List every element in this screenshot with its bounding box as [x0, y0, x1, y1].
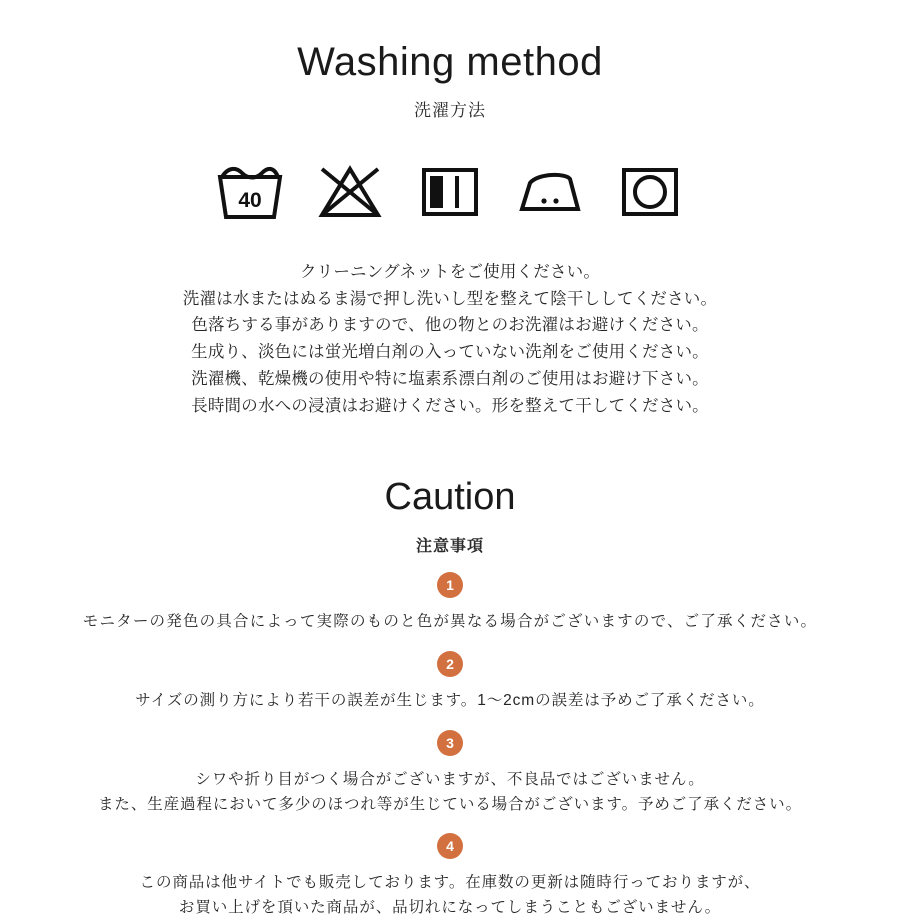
caution-number-badge: 2: [437, 651, 463, 677]
iron-two-dots-icon: [514, 161, 586, 223]
caution-text: [0, 871, 900, 921]
caution-title: Caution: [384, 476, 516, 519]
washing-instruction-line: クリーニングネットをご使用ください。: [299, 263, 601, 281]
caution-item: [0, 833, 900, 921]
care-symbol-row: [0, 161, 900, 223]
caution-text: [0, 689, 900, 714]
caution-subtitle: 注意事項: [415, 538, 484, 556]
no-bleach-triangle-icon: [314, 161, 386, 223]
wash-tub-40-icon: [214, 161, 286, 223]
caution-line: お買い上げを頂いた商品が、品切れになってしまうこともございません。: [178, 899, 722, 917]
washing-method-subtitle: 洗濯方法: [414, 101, 486, 120]
dry-clean-circle-icon: [614, 161, 686, 223]
caution-line: この商品は他サイトでも販売しております。在庫数の更新は随時行っておりますが、: [139, 874, 761, 892]
wash-temperature-label: 40: [238, 189, 262, 212]
caution-number-badge: 1: [437, 572, 463, 598]
washing-instruction-line: 長時間の水への浸漬はお避けください。形を整えて干してください。: [191, 396, 709, 415]
caution-line: モニターの発色の具合によって実際のものと色が異なる場合がございますので、ご了承ください。: [82, 613, 818, 631]
caution-line: また、生産過程において多少のほつれ等が生じている場合がございます。予めご了承ください。: [98, 795, 802, 813]
washing-instruction-line: 洗濯機、乾燥機の使用や特に塩素系漂白剤のご使用はお避け下さい。: [191, 369, 709, 388]
caution-line: サイズの測り方により若干の誤差が生じます。1〜2cmの誤差は予めご了承ください。: [135, 691, 765, 709]
washing-instruction-line: 洗濯は水またはぬるま湯で押し洗いし型を整えて陰干ししてください。: [182, 289, 718, 308]
washing-instruction-line: 色落ちする事がありますので、他の物とのお洗濯はお避けください。: [191, 316, 709, 335]
caution-item: [0, 572, 900, 635]
caution-text: [0, 610, 900, 635]
caution-number-badge: 4: [437, 833, 463, 859]
caution-number-badge: 3: [437, 730, 463, 756]
washing-method-title: Washing method: [297, 40, 603, 84]
washing-instruction-list: [0, 259, 900, 419]
caution-text: [0, 768, 900, 818]
washing-instruction-line: 生成り、淡色には蛍光増白剤の入っていない洗剤をご使用ください。: [191, 343, 709, 362]
dry-in-shade-icon: [414, 161, 486, 223]
caution-item: [0, 651, 900, 714]
caution-item: [0, 730, 900, 818]
caution-line: シワや折り目がつく場合がございますが、不良品ではございません。: [195, 770, 705, 788]
